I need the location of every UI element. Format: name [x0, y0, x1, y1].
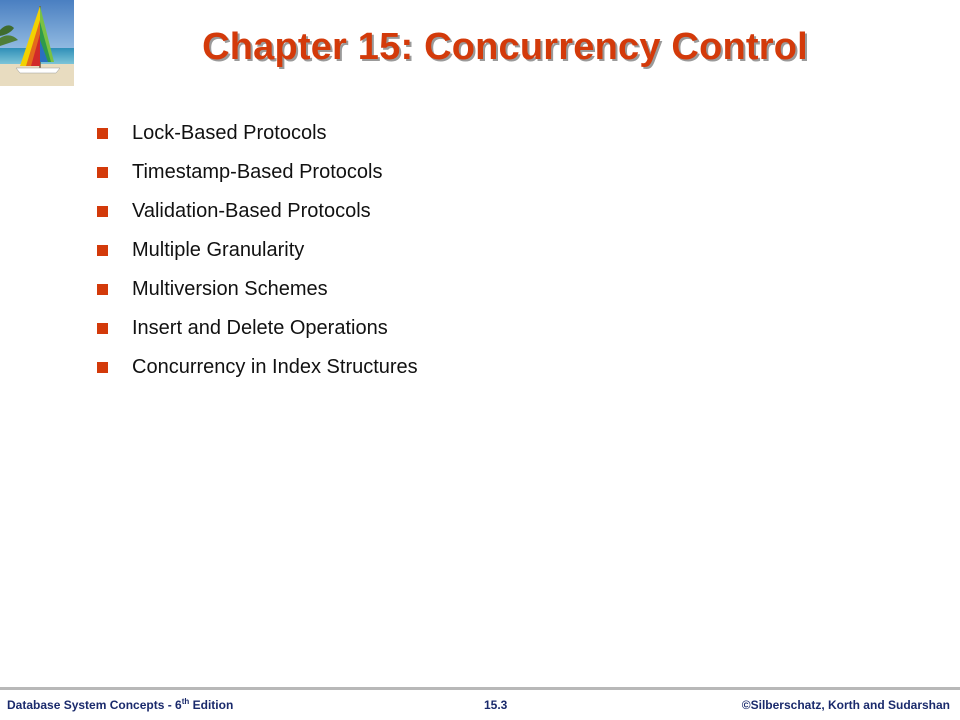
copyright-notice: ©Silberschatz, Korth and Sudarshan — [741, 698, 950, 712]
edition-suffix: th — [181, 697, 190, 706]
list-item — [97, 231, 418, 270]
bullet-square-icon — [97, 167, 108, 178]
bullet-text: Insert and Delete Operations — [132, 317, 388, 339]
topic-list — [97, 114, 418, 387]
list-item — [97, 348, 418, 387]
list-item — [97, 270, 418, 309]
list-item — [97, 192, 418, 231]
page-number: 15.3 — [484, 698, 508, 712]
bullet-text: Concurrency in Index Structures — [132, 356, 418, 378]
bullet-square-icon — [97, 206, 108, 217]
book-title-text: Database System Concepts - 6 — [7, 698, 182, 712]
list-item — [97, 153, 418, 192]
slide-footer — [0, 698, 960, 718]
bullet-text: Lock-Based Protocols — [132, 122, 327, 144]
bullet-square-icon — [97, 284, 108, 295]
slide-title: Chapter 15: Concurrency Control — [202, 26, 808, 68]
footer-divider — [0, 687, 960, 690]
list-item — [97, 114, 418, 153]
bullet-text: Multiversion Schemes — [132, 278, 328, 300]
book-title — [7, 698, 233, 712]
bullet-square-icon — [97, 128, 108, 139]
bullet-square-icon — [97, 362, 108, 373]
edition-word: Edition — [189, 698, 234, 712]
bullet-text: Validation-Based Protocols — [132, 200, 371, 222]
list-item — [97, 309, 418, 348]
bullet-square-icon — [97, 323, 108, 334]
bullet-square-icon — [97, 245, 108, 256]
bullet-text: Timestamp-Based Protocols — [132, 161, 383, 183]
bullet-text: Multiple Granularity — [132, 239, 305, 261]
